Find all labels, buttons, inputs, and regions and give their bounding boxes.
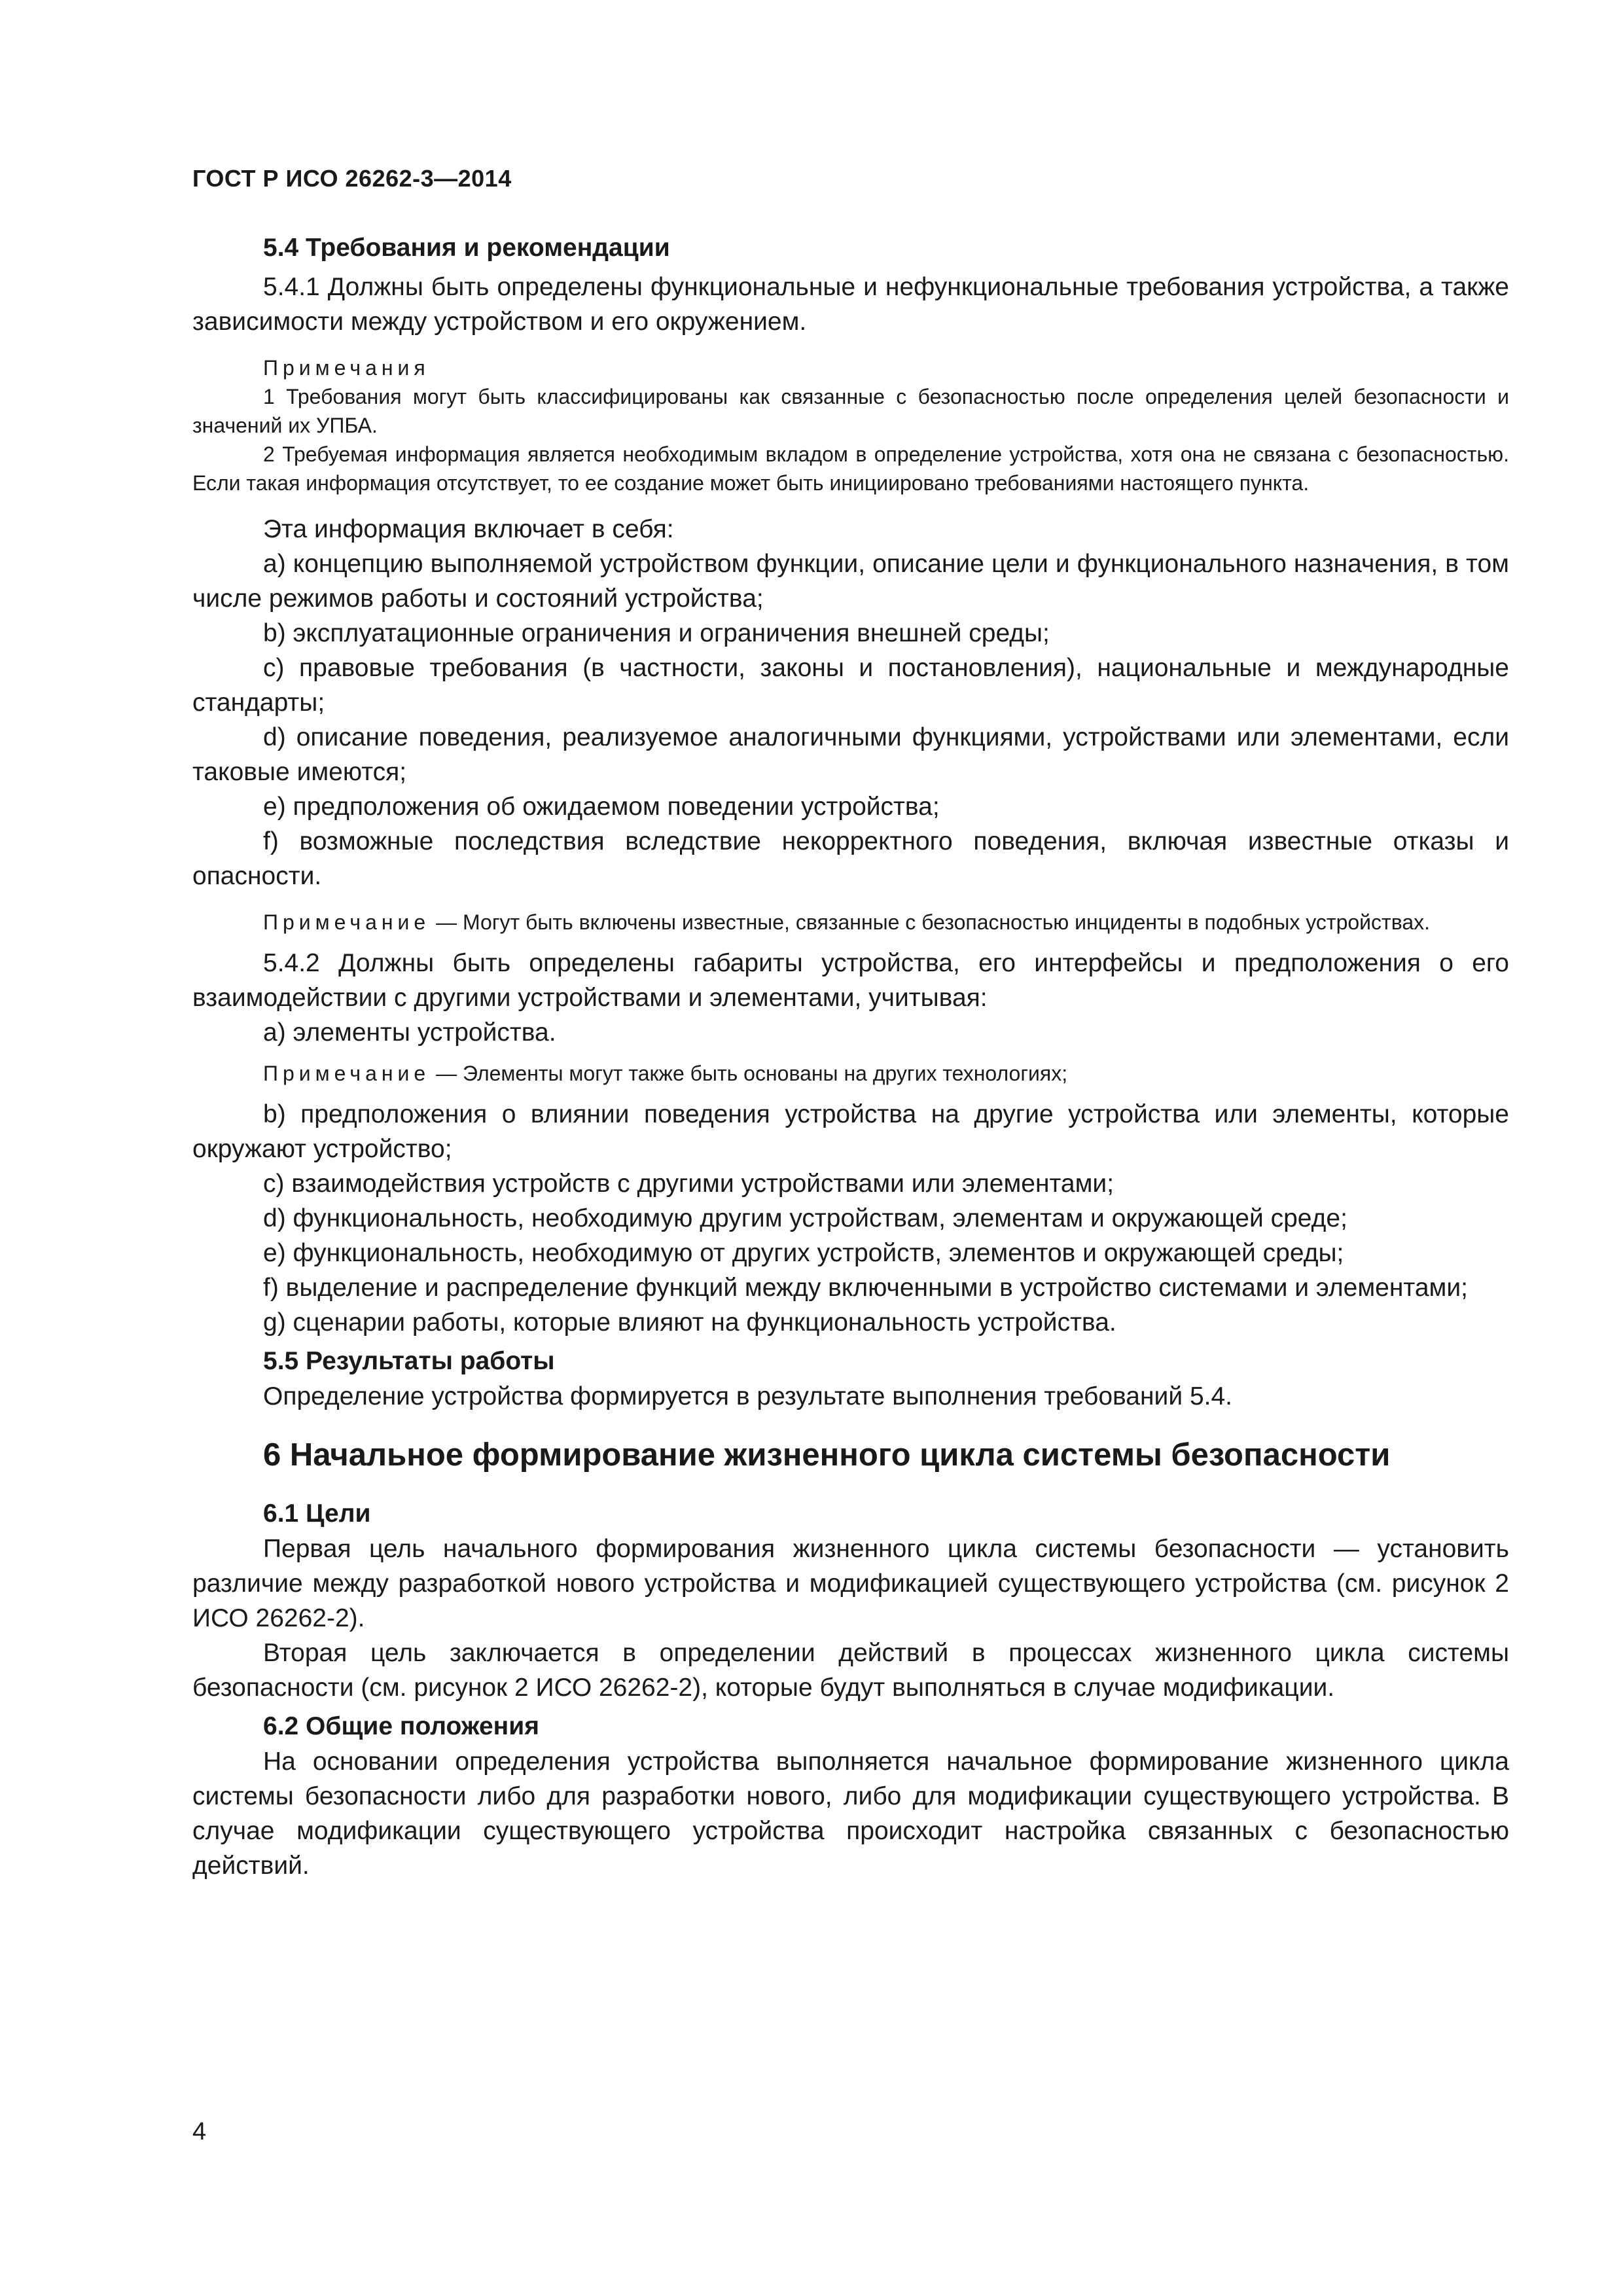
- list-item: a) элементы устройства.: [263, 1018, 556, 1047]
- page-content: [192, 230, 1509, 1883]
- note-1: 1 Требования могут быть классифицированы как связанные с безопасностью после определения целей безопасности и значений их УПБА.: [192, 385, 1509, 437]
- list-item: f) выделение и распределение функций между включенными в устройство системами и элементами;: [263, 1274, 1468, 1302]
- list-item: e) функциональность, необходимую от других устройств, элементов и окружающей среды;: [263, 1239, 1344, 1267]
- note-4: [192, 1059, 1509, 1088]
- section-6-title: 6 Начальное формирование жизненного цикла системы безопасности: [263, 1437, 1391, 1473]
- notes-label: Примечания: [263, 356, 430, 380]
- note-4-label: Примечание: [263, 1062, 431, 1085]
- list-item: c) взаимодействия устройств с другими устройствами или элементами;: [263, 1170, 1115, 1198]
- list-item: b) эксплуатационные ограничения и ограничения внешней среды;: [263, 619, 1050, 647]
- section-5-5-title: 5.5 Результаты работы: [263, 1347, 555, 1375]
- note-4-text: — Элементы могут также быть основаны на других технологиях;: [430, 1062, 1068, 1085]
- section-5-5-text: Определение устройства формируется в результате выполнения требований 5.4.: [263, 1382, 1232, 1410]
- list-item: c) правовые требования (в частности, законы и постановления), национальные и международные стандарты;: [192, 654, 1509, 717]
- section-6-1-title: 6.1 Цели: [263, 1499, 371, 1528]
- section-6-1-para-1: Первая цель начального формирования жизненного цикла системы безопасности — установить различие между разработкой нового устройства и модификацией существующего устройства (см. рисунок 2 ИСО 26262-2).: [192, 1535, 1509, 1632]
- list-item: a) концепцию выполняемой устройством функции, описание цели и функционального назначения, в том числе режимов работы и состояний устройства;: [192, 550, 1509, 613]
- section-5-4-title: 5.4 Требования и рекомендации: [263, 234, 670, 262]
- list-item: b) предположения о влиянии поведения устройства на другие устройства или элементы, которые окружают устройство;: [192, 1100, 1509, 1163]
- list-item: d) описание поведения, реализуемое аналогичными функциями, устройствами или элементами, если таковые имеются;: [192, 723, 1509, 786]
- list-item: e) предположения об ожидаемом поведении устройства;: [263, 793, 940, 821]
- page-number: 4: [192, 2118, 207, 2145]
- note-3-label: Примечание: [263, 910, 431, 934]
- section-6-2-title: 6.2 Общие положения: [263, 1712, 539, 1740]
- section-6-1-para-2: Вторая цель заключается в определении действий в процессах жизненного цикла системы безопасности (см. рисунок 2 ИСО 26262-2), которые будут выполняться в случае модификации.: [192, 1639, 1509, 1702]
- clause-5-4-1: 5.4.1 Должны быть определены функциональные и нефункциональные требования устройства, а также зависимости между устройством и его окружением.: [192, 273, 1509, 336]
- note-3: [192, 908, 1509, 937]
- clause-5-4-2: 5.4.2 Должны быть определены габариты устройства, его интерфейсы и предположения о его взаимодействии с другими устройствами и элементами, учитывая:: [192, 949, 1509, 1012]
- list-item: f) возможные последствия вследствие некорректного поведения, включая известные отказы и опасности.: [192, 827, 1509, 890]
- list-item: g) сценарии работы, которые влияют на функциональность устройства.: [263, 1308, 1116, 1336]
- note-3-text: — Могут быть включены известные, связанные с безопасностью инциденты в подобных устройствах.: [430, 910, 1431, 934]
- list-item: d) функциональность, необходимую другим устройствам, элементам и окружающей среде;: [263, 1204, 1347, 1232]
- standard-header: ГОСТ Р ИСО 26262-3—2014: [192, 165, 512, 192]
- info-intro: Эта информация включает в себя:: [263, 515, 674, 543]
- section-6-2-para-1: На основании определения устройства выполняется начальное формирование жизненного цикла системы безопасности либо для разработки нового, либо для модификации существующего устройства. В случае модификации существующего устройства происходит настройка связанных с безопасностью действий.: [192, 1748, 1509, 1880]
- note-2: 2 Требуемая информация является необходимым вкладом в определение устройства, хотя она не связана с безопасностью. Если такая информация отсутствует, то ее создание может быть инициировано требованиями настоящего пункта.: [192, 442, 1509, 495]
